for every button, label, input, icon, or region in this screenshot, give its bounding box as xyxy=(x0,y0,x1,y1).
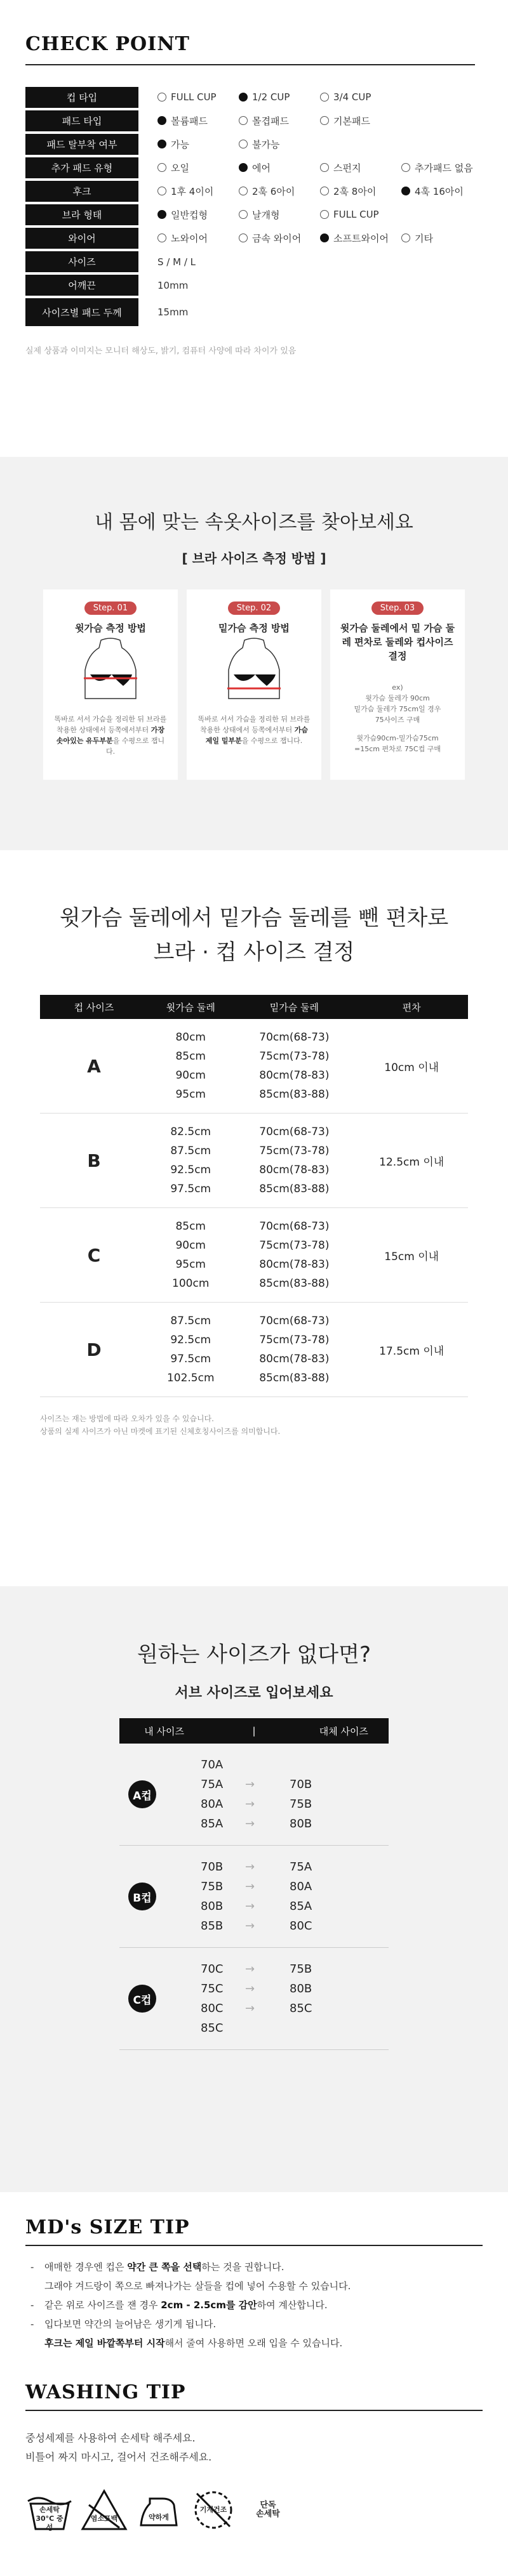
washing-tip-section xyxy=(0,2376,508,2576)
washing-text: 중성세제를 사용하여 손세탁 해주세요. 비틀어 짜지 마시고, 걸어서 건조해주세요. xyxy=(25,2432,212,2463)
checkpoint-option: 가능 xyxy=(157,138,239,151)
checkpoint-row xyxy=(25,87,483,108)
checkpoint-label: 와이어 xyxy=(25,228,138,249)
checkpoint-option: 볼륨패드 xyxy=(157,114,239,128)
arrow-right-icon: → xyxy=(245,1919,255,1933)
checkpoint-option: 2훅 6아이 xyxy=(239,185,320,198)
md-tip-list: - 애매한 경우엔 컵은 약간 큰 쪽을 선택하는 것을 권합니다. 그래야 겨드랑이 쪽으로 빠져나가는 살들을 컵에 넣어 수용할 수 있습니다. - 같은 위로 사이즈를 잰 경우 2cm - 2.5cm를 감안하여 계산합니다. - 입다보면 약간의 늘어남은 생기게 됩니다. 후크는 제일 바깥쪽부터 시작해서 줄여 사용하면 오래 입을 수 있습니다. xyxy=(30,2261,351,2349)
checkpoint-options xyxy=(138,181,483,202)
title-divider xyxy=(25,2410,483,2411)
upper-bust-list: 82.5cm 87.5cm 92.5cm 97.5cm xyxy=(148,1114,233,1208)
upper-bust-list: 87.5cm 92.5cm 97.5cm 102.5cm xyxy=(148,1303,233,1397)
guide-subtitle: [ 브라 사이즈 측정 방법 ] xyxy=(182,551,326,566)
cup-size: C xyxy=(40,1208,148,1303)
title-divider xyxy=(25,64,475,65)
cup-size: A xyxy=(40,1019,148,1114)
washing-title: WASHING TIP xyxy=(25,2381,186,2403)
empty-dot-icon xyxy=(401,233,410,242)
subst-subtitle: 서브 사이즈로 입어보세요 xyxy=(175,1685,333,1701)
selected-dot-icon xyxy=(239,93,248,102)
checkpoint-options xyxy=(138,204,483,225)
size-pair: 85C xyxy=(201,2018,312,2038)
guide-title: 내 몸에 맞는 속옷사이즈를 찾아보세요 xyxy=(95,511,413,534)
checkpoint-option: FULL CUP xyxy=(320,209,401,220)
checkpoint-option: 스펀지 xyxy=(320,161,401,174)
checkpoint-row xyxy=(25,204,483,225)
arrow-right-icon: → xyxy=(245,1817,255,1830)
size-pair: 75A → 70B xyxy=(201,1775,312,1794)
step-badge: Step. 02 xyxy=(228,601,280,615)
upper-bust-list: 85cm 90cm 95cm 100cm xyxy=(148,1208,233,1303)
step-title: 밑가슴 측정 방법 xyxy=(218,622,290,634)
arrow-right-icon: → xyxy=(245,2002,255,2015)
substitute-group xyxy=(119,1948,389,2050)
checkpoint-option: 노와이어 xyxy=(157,232,239,245)
size-pair: 70A xyxy=(201,1755,312,1775)
size-pair: 85A → 80B xyxy=(201,1814,312,1834)
size-title: 윗가슴 둘레에서 밑가슴 둘레를 뺀 편차로 브라 · 컵 사이즈 결정 xyxy=(59,905,449,965)
substitute-size-section xyxy=(0,1586,508,2192)
checkpoint-options xyxy=(138,134,483,155)
checkpoint-row xyxy=(25,134,483,155)
checkpoint-label: 어깨끈 xyxy=(25,275,138,296)
checkpoint-row xyxy=(25,298,483,326)
arrow-right-icon: → xyxy=(245,1962,255,1976)
checkpoint-title: CHECK POINT xyxy=(25,33,190,55)
empty-dot-icon xyxy=(157,93,166,102)
checkpoint-option: 몰겹패드 xyxy=(239,114,320,128)
size-pair: 85B → 80C xyxy=(201,1916,312,1936)
checkpoint-option: 1/2 CUP xyxy=(239,91,320,103)
checkpoint-row xyxy=(25,251,483,272)
substitute-group xyxy=(119,1744,389,1846)
empty-dot-icon xyxy=(320,93,329,102)
cup-badge: C컵 xyxy=(128,1985,156,2013)
checkpoint-label: 패드 타입 xyxy=(25,110,138,131)
checkpoint-row xyxy=(25,110,483,131)
checkpoint-option: 기본패드 xyxy=(320,114,401,128)
under-bust-list: 70cm(68-73) 75cm(73-78) 80cm(78-83) 85cm(83-88) xyxy=(233,1303,355,1397)
checkpoint-row xyxy=(25,275,483,296)
checkpoint-option: 추가패드 없음 xyxy=(401,161,483,174)
under-bust-list: 70cm(68-73) 75cm(73-78) 80cm(78-83) 85cm(83-88) xyxy=(233,1208,355,1303)
col-header: 밑가슴 둘레 xyxy=(233,995,355,1019)
subst-header: 내 사이즈 | 대체 사이즈 xyxy=(119,1718,389,1744)
empty-dot-icon xyxy=(239,233,248,242)
no-bleach-icon: 염소표백 xyxy=(80,2486,128,2534)
checkpoint-label: 후크 xyxy=(25,181,138,202)
arrow-right-icon: → xyxy=(245,1860,255,1874)
selected-dot-icon xyxy=(401,187,410,195)
selected-dot-icon xyxy=(239,163,248,172)
cup-badge: A컵 xyxy=(128,1780,156,1808)
size-pair: 80A → 75B xyxy=(201,1794,312,1814)
step-text: ex) 윗가슴 둘레가 90cm 밑가슴 둘레가 75cm일 경우 75사이즈 구매 윗가슴90cm-밑가슴75cm =15cm 편차로 75C컵 구매 xyxy=(354,683,441,753)
empty-dot-icon xyxy=(401,163,410,172)
title-divider xyxy=(25,2245,483,2246)
size-pair: 80C → 85C xyxy=(201,1999,312,2018)
size-pair: 80B → 85A xyxy=(201,1896,312,1916)
checkpoint-row xyxy=(25,228,483,249)
checkpoint-label: 패드 탈부착 여부 xyxy=(25,134,138,155)
checkpoint-label: 컵 타입 xyxy=(25,87,138,108)
size-row xyxy=(40,1114,468,1208)
checkpoint-label: 브라 형태 xyxy=(25,204,138,225)
checkpoint-option: 1후 4이이 xyxy=(157,185,239,198)
selected-dot-icon xyxy=(157,210,166,219)
empty-dot-icon xyxy=(239,187,248,195)
checkpoint-option: 날개형 xyxy=(239,208,320,221)
selected-dot-icon xyxy=(157,116,166,125)
step-title: 윗가슴 둘레에서 밑 가슴 둘레 편차로 둘레와 컵사이즈 결정 xyxy=(340,622,455,662)
difference: 17.5cm 이내 xyxy=(355,1303,468,1397)
col-header: 윗가슴 둘레 xyxy=(148,995,233,1019)
checkpoint-label: 추가 패드 유형 xyxy=(25,157,138,178)
bra-under-measure-illustration xyxy=(216,635,292,705)
arrow-right-icon xyxy=(245,2018,290,2038)
checkpoint-options xyxy=(138,228,483,249)
size-row xyxy=(40,1208,468,1303)
checkpoint-option: FULL CUP xyxy=(157,91,239,103)
checkpoint-label: 사이즈 xyxy=(25,251,138,272)
cup-badge: B컵 xyxy=(128,1883,156,1910)
empty-dot-icon xyxy=(320,187,329,195)
substitute-group xyxy=(119,1846,389,1948)
checkpoint-option: 2훅 8아이 xyxy=(320,185,401,198)
col-header: 컵 사이즈 xyxy=(40,995,148,1019)
checkpoint-option: 소프트와이어 xyxy=(320,232,401,245)
checkpoint-row xyxy=(25,157,483,178)
checkpoint-option: 불가능 xyxy=(239,138,320,151)
checkpoint-option: 기타 xyxy=(401,232,483,245)
empty-dot-icon xyxy=(239,140,248,148)
checkpoint-table xyxy=(25,84,483,329)
empty-dot-icon xyxy=(157,163,166,172)
arrow-right-icon: → xyxy=(245,1880,255,1893)
size-pair: 70B → 75A xyxy=(201,1857,312,1877)
checkpoint-value: 15mm xyxy=(157,306,189,318)
size-footnote: 사이즈는 재는 방법에 따라 오차가 있을 수 있습니다. 상품의 실제 사이즈가 아닌 마켓에 표기된 신체호칭사이즈를 의미합니다. xyxy=(40,1414,281,1436)
checkpoint-section xyxy=(0,0,508,457)
under-bust-list: 70cm(68-73) 75cm(73-78) 80cm(78-83) 85cm(83-88) xyxy=(233,1019,355,1114)
checkpoint-options xyxy=(138,87,483,108)
upper-bust-list: 80cm 85cm 90cm 95cm xyxy=(148,1019,233,1114)
checkpoint-option: 일반컵형 xyxy=(157,208,239,221)
step-text: 똑바로 서서 가슴을 정리한 뒤 브라를 착용한 상태에서 등쪽에서부터 가슴 제일 밑부분을 수평으로 잽니다. xyxy=(197,715,311,745)
checkpoint-note: 실제 상품과 이미지는 모니터 해상도, 밝기, 컴퓨터 사양에 따라 차이가 있음 xyxy=(25,346,297,356)
difference: 12.5cm 이내 xyxy=(355,1114,468,1208)
difference: 10cm 이내 xyxy=(355,1019,468,1114)
checkpoint-value: 10mm xyxy=(157,279,189,291)
no-tumble-dry-icon: 기계건조 xyxy=(189,2486,237,2534)
arrow-right-icon: → xyxy=(245,1982,255,1995)
under-bust-list: 70cm(68-73) 75cm(73-78) 80cm(78-83) 85cm(83-88) xyxy=(233,1114,355,1208)
cup-size: B xyxy=(40,1114,148,1208)
step-card-3 xyxy=(330,589,465,780)
step-badge: Step. 03 xyxy=(371,601,424,615)
empty-dot-icon xyxy=(239,116,248,125)
subst-title: 원하는 사이즈가 없다면? xyxy=(137,1642,371,1667)
md-tip-section xyxy=(0,2192,508,2376)
empty-dot-icon xyxy=(320,163,329,172)
size-row xyxy=(40,1019,468,1114)
empty-dot-icon xyxy=(239,210,248,219)
size-guide-section xyxy=(0,457,508,850)
checkpoint-value: S / M / L xyxy=(157,256,196,268)
step-card-2 xyxy=(187,589,321,780)
size-row xyxy=(40,1303,468,1397)
checkpoint-options xyxy=(138,110,483,131)
step-card-1 xyxy=(43,589,178,780)
arrow-right-icon: → xyxy=(245,1778,255,1791)
empty-dot-icon xyxy=(157,233,166,242)
empty-dot-icon xyxy=(320,116,329,125)
step-title: 윗가슴 측정 방법 xyxy=(75,622,146,634)
size-pair: 75C → 80B xyxy=(201,1979,312,1999)
checkpoint-option: 오일 xyxy=(157,161,239,174)
col-header: 편차 xyxy=(355,995,468,1019)
checkpoint-option: 3/4 CUP xyxy=(320,91,401,103)
selected-dot-icon xyxy=(157,140,166,148)
md-tip-title: MD's SIZE TIP xyxy=(25,2216,190,2238)
checkpoint-option: 에어 xyxy=(239,161,320,174)
size-table-section xyxy=(0,850,508,1586)
step-text: 똑바로 서서 가슴을 정리한 뒤 브라를 착용한 상태에서 등쪽에서부터 가장 솟아있는 유두부분을 수평으로 잽니다. xyxy=(54,715,167,756)
size-pair: 70C → 75B xyxy=(201,1959,312,1979)
arrow-right-icon: → xyxy=(245,1900,255,1913)
checkpoint-options xyxy=(138,157,483,178)
checkpoint-row xyxy=(25,181,483,202)
size-pair: 75B → 80A xyxy=(201,1877,312,1896)
arrow-right-icon xyxy=(245,1755,290,1775)
step-badge: Step. 01 xyxy=(84,601,137,615)
difference: 15cm 이내 xyxy=(355,1208,468,1303)
arrow-right-icon: → xyxy=(245,1797,255,1811)
bra-upper-measure-illustration xyxy=(72,635,149,705)
selected-dot-icon xyxy=(320,233,329,242)
checkpoint-option: 금속 와이어 xyxy=(239,232,320,245)
dry-clean-icon: 단독 손세탁 xyxy=(256,2500,280,2519)
iron-low-icon: 약하게 xyxy=(135,2486,183,2534)
size-table xyxy=(40,995,468,1397)
cup-size: D xyxy=(40,1303,148,1397)
empty-dot-icon xyxy=(320,210,329,219)
empty-dot-icon xyxy=(157,187,166,195)
hand-wash-icon: 손세탁 30°C 중성 xyxy=(25,2486,74,2534)
checkpoint-label: 사이즈별 패드 두께 xyxy=(25,298,138,326)
checkpoint-option: 4훅 16아이 xyxy=(401,185,483,198)
